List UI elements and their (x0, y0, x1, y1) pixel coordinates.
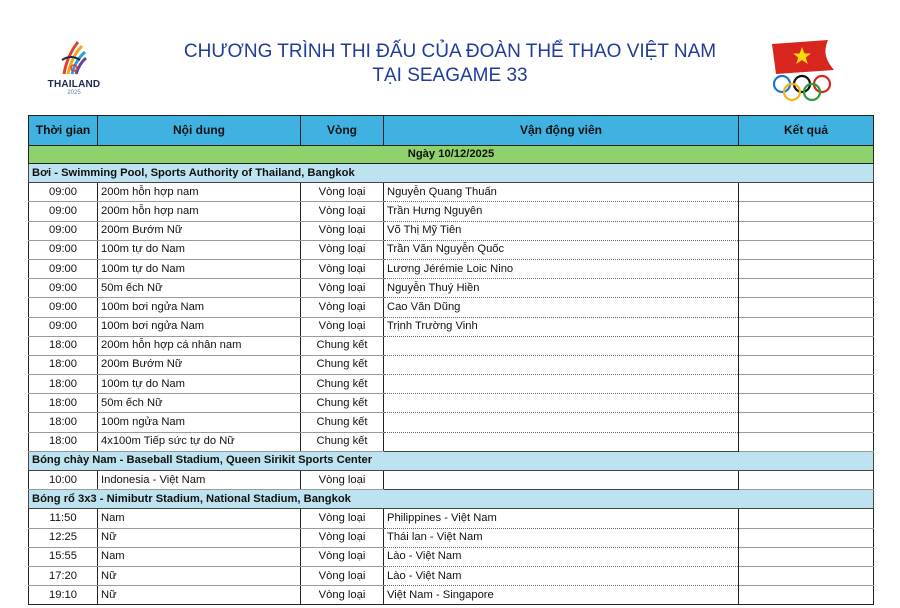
event-name: 100m bơi ngửa Nam (98, 317, 301, 336)
event-athlete (384, 413, 739, 432)
event-round: Vòng loại (301, 586, 384, 605)
event-athlete: Trần Hưng Nguyên (384, 202, 739, 221)
event-name: 100m ngửa Nam (98, 413, 301, 432)
page-title: CHƯƠNG TRÌNH THI ĐẤU CỦA ĐOÀN THỂ THAO VIỆT NAM (183, 41, 717, 62)
event-time: 18:00 (29, 413, 98, 432)
event-round: Chung kết (301, 394, 384, 413)
event-time: 15:55 (29, 547, 98, 566)
event-athlete (384, 375, 739, 394)
event-time: 10:00 (29, 471, 98, 490)
vietnam-olympic-committee-logo (766, 36, 840, 106)
table-row (29, 509, 874, 528)
event-name: 100m tự do Nam (98, 240, 301, 259)
table-row (29, 471, 874, 490)
column-header-event: Nội dung (98, 116, 301, 146)
event-round: Vòng loại (301, 240, 384, 259)
table-row (29, 259, 874, 278)
event-athlete (384, 432, 739, 451)
event-time: 09:00 (29, 317, 98, 336)
table-row (29, 183, 874, 202)
event-athlete (384, 394, 739, 413)
event-result (739, 336, 874, 355)
date-row (29, 146, 874, 164)
logo-year: 2025 (67, 90, 81, 96)
event-round: Chung kết (301, 336, 384, 355)
event-name: Nữ (98, 528, 301, 547)
event-time: 18:00 (29, 355, 98, 374)
event-name: 4x100m Tiếp sức tự do Nữ (98, 432, 301, 451)
event-name: Nam (98, 547, 301, 566)
table-row (29, 317, 874, 336)
event-time: 18:00 (29, 432, 98, 451)
event-name: 200m Bướm Nữ (98, 355, 301, 374)
event-round: Vòng loại (301, 509, 384, 528)
event-athlete: Philippines - Việt Nam (384, 509, 739, 528)
event-athlete: Võ Thị Mỹ Tiên (384, 221, 739, 240)
event-result (739, 432, 874, 451)
event-name: 200m Bướm Nữ (98, 221, 301, 240)
event-result (739, 259, 874, 278)
table-row (29, 528, 874, 547)
event-athlete: Lào - Việt Nam (384, 547, 739, 566)
section-title: Bóng rổ 3x3 - Nimibutr Stadium, National Stadium, Bangkok (29, 490, 874, 509)
table-row (29, 586, 874, 605)
event-round: Chung kết (301, 355, 384, 374)
event-name: Indonesia - Việt Nam (98, 471, 301, 490)
table-row (29, 375, 874, 394)
vietnam-olympic-committee-icon (766, 36, 840, 106)
event-time: 09:00 (29, 279, 98, 298)
section-title: Bơi - Swimming Pool, Sports Authority of Thailand, Bangkok (29, 164, 874, 183)
event-result (739, 355, 874, 374)
event-time: 09:00 (29, 221, 98, 240)
event-result (739, 471, 874, 490)
event-round: Vòng loại (301, 298, 384, 317)
event-athlete: Lương Jérémie Loic Nino (384, 259, 739, 278)
event-result (739, 413, 874, 432)
event-time: 18:00 (29, 375, 98, 394)
table-header-row (29, 116, 874, 146)
event-result (739, 547, 874, 566)
table-row (29, 202, 874, 221)
column-header-result: Kết quả (739, 116, 874, 146)
event-name: Nam (98, 509, 301, 528)
table-row (29, 336, 874, 355)
event-result (739, 394, 874, 413)
document-header (0, 0, 900, 112)
event-time: 11:50 (29, 509, 98, 528)
column-header-round: Vòng (301, 116, 384, 146)
event-name: 200m hỗn hợp nam (98, 202, 301, 221)
event-result (739, 221, 874, 240)
event-name: 200m hỗn hợp cá nhân nam (98, 336, 301, 355)
event-round: Chung kết (301, 413, 384, 432)
event-athlete: Cao Văn Dũng (384, 298, 739, 317)
event-athlete: Việt Nam - Singapore (384, 586, 739, 605)
event-round: Vòng loại (301, 547, 384, 566)
event-time: 09:00 (29, 202, 98, 221)
event-result (739, 183, 874, 202)
table-row (29, 566, 874, 585)
event-time: 09:00 (29, 298, 98, 317)
event-round: Vòng loại (301, 259, 384, 278)
seagames-thailand-logo (38, 38, 110, 96)
event-result (739, 375, 874, 394)
event-athlete: Trần Văn Nguyễn Quốc (384, 240, 739, 259)
event-name: 50m ếch Nữ (98, 394, 301, 413)
event-name: 50m ếch Nữ (98, 279, 301, 298)
event-result (739, 586, 874, 605)
event-result (739, 528, 874, 547)
table-row (29, 298, 874, 317)
section-header-row (29, 451, 874, 470)
event-round: Vòng loại (301, 566, 384, 585)
event-round: Vòng loại (301, 317, 384, 336)
event-result (739, 566, 874, 585)
event-athlete (384, 336, 739, 355)
event-athlete: Nguyễn Quang Thuấn (384, 183, 739, 202)
event-athlete: Trịnh Trường Vinh (384, 317, 739, 336)
event-name: 100m bơi ngửa Nam (98, 298, 301, 317)
event-round: Vòng loại (301, 279, 384, 298)
column-header-athlete: Vận động viên (384, 116, 739, 146)
event-name: 200m hỗn hợp nam (98, 183, 301, 202)
table-row (29, 394, 874, 413)
event-time: 19:10 (29, 586, 98, 605)
section-header-row (29, 490, 874, 509)
page-subtitle: TẠI SEAGAME 33 (372, 65, 528, 86)
section-header-row (29, 164, 874, 183)
event-round: Vòng loại (301, 528, 384, 547)
event-result (739, 298, 874, 317)
event-time: 18:00 (29, 394, 98, 413)
event-round: Vòng loại (301, 183, 384, 202)
event-result (739, 317, 874, 336)
event-athlete (384, 471, 739, 490)
event-time: 18:00 (29, 336, 98, 355)
table-row (29, 547, 874, 566)
event-time: 09:00 (29, 183, 98, 202)
event-round: Vòng loại (301, 471, 384, 490)
table-row (29, 240, 874, 259)
seagames-thailand-emblem-icon (60, 38, 88, 78)
table-row (29, 432, 874, 451)
logo-wordmark: THAILAND (47, 79, 101, 90)
table-row (29, 221, 874, 240)
event-athlete: Thái lan - Việt Nam (384, 528, 739, 547)
event-result (739, 509, 874, 528)
event-name: 100m tự do Nam (98, 375, 301, 394)
event-round: Chung kết (301, 432, 384, 451)
event-athlete (384, 355, 739, 374)
event-athlete: Lào - Việt Nam (384, 566, 739, 585)
event-round: Chung kết (301, 375, 384, 394)
table-row (29, 279, 874, 298)
column-header-time: Thời gian (29, 116, 98, 146)
date-label: Ngày 10/12/2025 (29, 146, 874, 164)
event-round: Vòng loại (301, 221, 384, 240)
event-round: Vòng loại (301, 202, 384, 221)
event-name: Nữ (98, 586, 301, 605)
section-title: Bóng chày Nam - Baseball Stadium, Queen Sirikit Sports Center (29, 451, 874, 470)
table-row (29, 355, 874, 374)
schedule-table (28, 115, 874, 605)
event-result (739, 202, 874, 221)
event-time: 12:25 (29, 528, 98, 547)
event-athlete: Nguyễn Thuý Hiền (384, 279, 739, 298)
event-time: 17:20 (29, 566, 98, 585)
event-time: 09:00 (29, 259, 98, 278)
event-result (739, 279, 874, 298)
table-row (29, 413, 874, 432)
event-result (739, 240, 874, 259)
event-name: 100m tự do Nam (98, 259, 301, 278)
event-name: Nữ (98, 566, 301, 585)
event-time: 09:00 (29, 240, 98, 259)
